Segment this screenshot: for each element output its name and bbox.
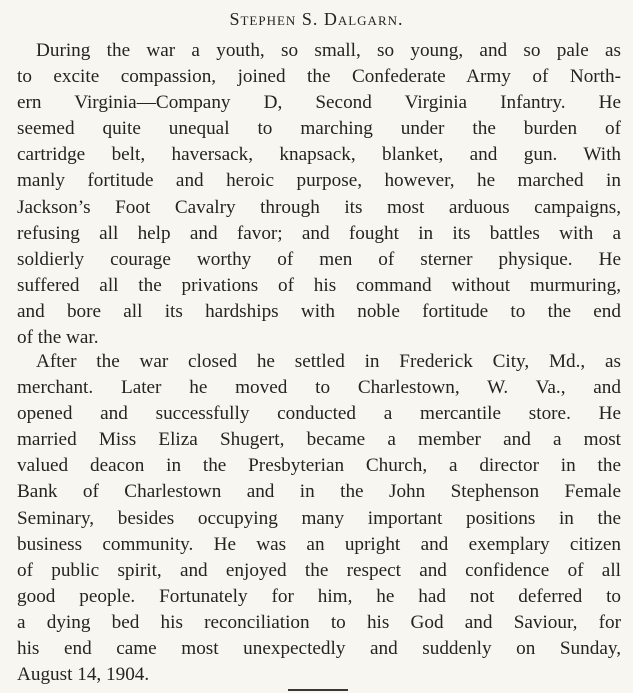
text-line: valued deacon in the Presbyterian Church, a director in the bbox=[17, 455, 621, 477]
text-line: manly fortitude and heroic purpose, however, he marched in bbox=[17, 170, 621, 192]
text-line: his end came most unexpectedly and suddenly on Sunday, bbox=[17, 638, 621, 660]
text-line: Seminary, besides occupying many important positions in the bbox=[17, 507, 621, 529]
text-line: refusing all help and favor; and fought in its battles with a bbox=[17, 222, 621, 244]
article-heading: Stephen S. Dalgarn. bbox=[229, 9, 404, 29]
text-line: August 14, 1904. bbox=[17, 664, 150, 686]
text-line: seemed quite unequal to marching under the burden of bbox=[17, 118, 621, 140]
text-line: of the war. bbox=[17, 327, 99, 349]
text-line: soldierly courage worthy of men of sterner physique. He bbox=[17, 248, 621, 270]
text-line: good people. Fortunately for him, he had not deferred to bbox=[17, 585, 621, 607]
text-line: Bank of Charlestown and in the John Stephenson Female bbox=[17, 481, 621, 503]
text-line: to excite compassion, joined the Confederate Army of North- bbox=[17, 66, 621, 88]
text-line: During the war a youth, so small, so young, and so pale as bbox=[36, 40, 621, 61]
text-line: opened and successfully conducted a mercantile store. He bbox=[17, 403, 621, 425]
text-line: Jackson’s Foot Cavalry through its most arduous campaigns, bbox=[17, 196, 621, 218]
text-line: married Miss Eliza Shugert, became a member and a most bbox=[17, 429, 621, 451]
paragraph-civilian-life bbox=[17, 349, 621, 688]
text-line: a dying bed his reconciliation to his God and Saviour, for bbox=[17, 611, 621, 633]
section-divider bbox=[288, 689, 348, 691]
text-line: merchant. Later he moved to Charlestown, W. Va., and bbox=[17, 377, 621, 399]
text-line: suffered all the privations of his command without murmuring, bbox=[17, 274, 621, 296]
text-line: business community. He was an upright and exemplary citizen bbox=[17, 533, 621, 555]
text-line: cartridge belt, haversack, knapsack, blanket, and gun. With bbox=[17, 144, 621, 166]
text-line: ern Virginia—Company D, Second Virginia Infantry. He bbox=[17, 92, 621, 114]
text-line: After the war closed he settled in Frederick City, Md., as bbox=[36, 351, 621, 372]
paragraph-military-service bbox=[17, 38, 621, 351]
text-line: of public spirit, and enjoyed the respect and confidence of all bbox=[17, 559, 621, 581]
text-line: and bore all its hardships with noble fortitude to the end bbox=[17, 300, 621, 322]
